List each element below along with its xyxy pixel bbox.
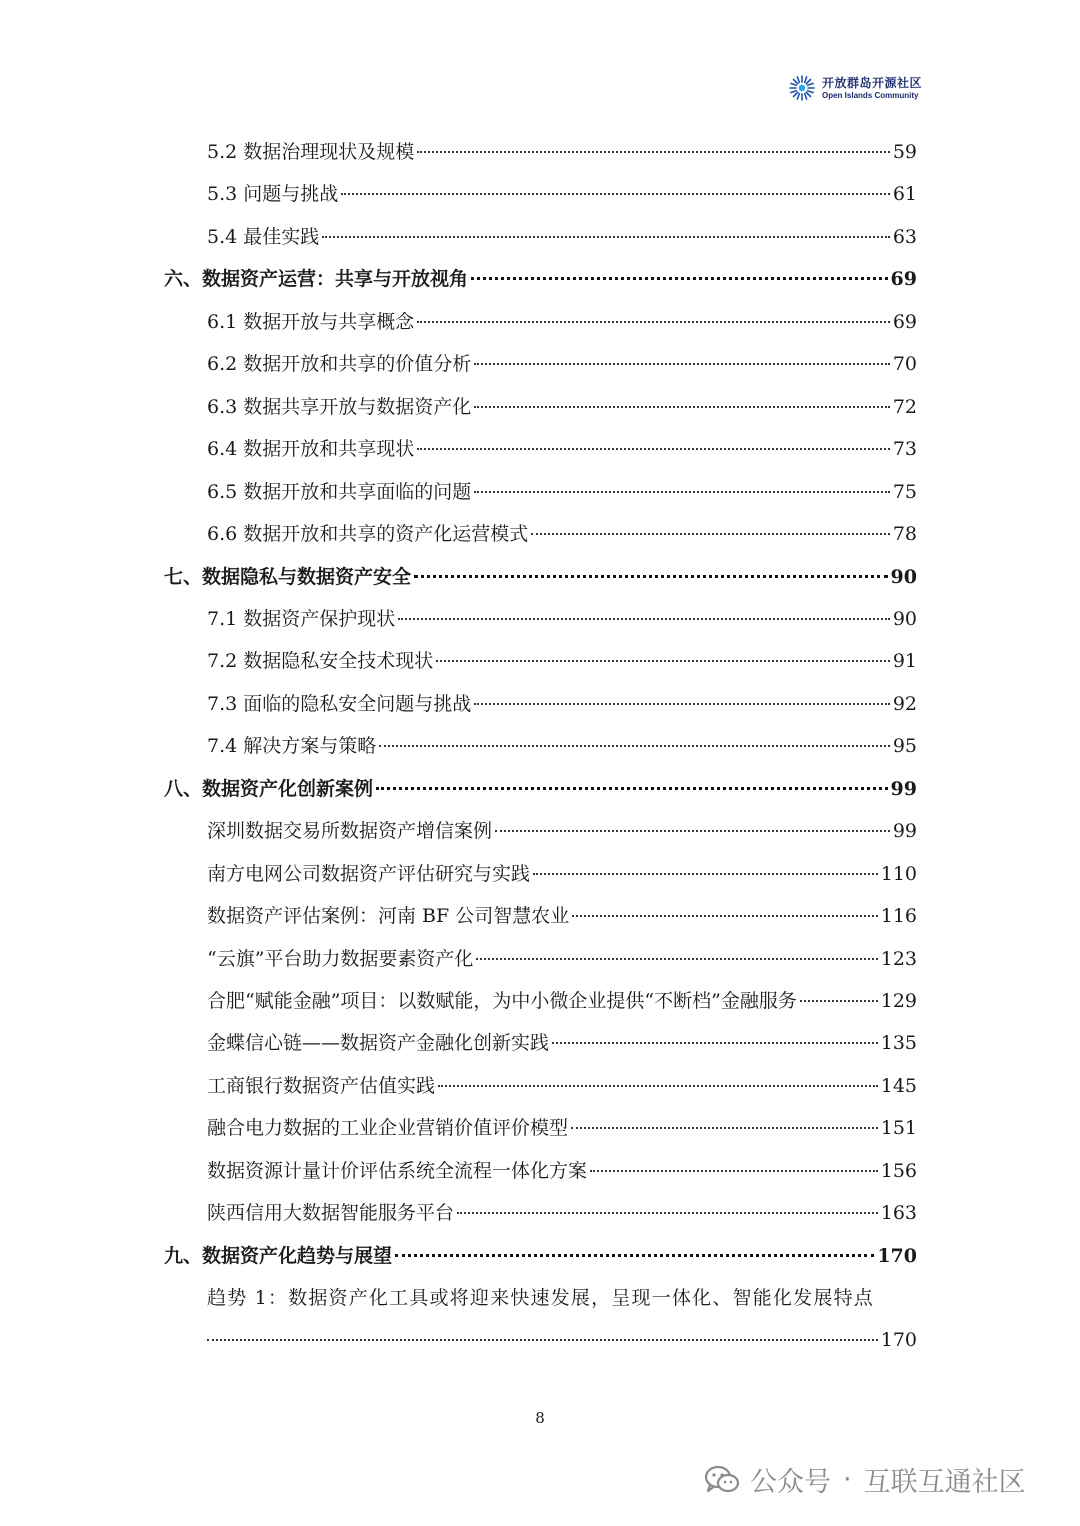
toc-section-entry[interactable]: [207, 513, 917, 555]
toc-entry-page: 70: [892, 353, 917, 376]
toc-section-entry[interactable]: [207, 980, 917, 1022]
toc-entry-page: 59: [892, 141, 917, 163]
toc-leader-dots: [395, 1254, 874, 1257]
toc-entry-wrapped[interactable]: [207, 1277, 917, 1319]
sunburst-logo-icon: [788, 74, 816, 102]
toc-chapter-entry[interactable]: [164, 556, 917, 598]
toc-entry-page: 78: [892, 523, 917, 546]
toc-leader-dots: [438, 1085, 878, 1087]
toc-entry-page: 90: [890, 565, 917, 588]
logo-chinese-text: 开放群岛开源社区: [822, 75, 923, 90]
toc-section-entry[interactable]: [207, 386, 917, 428]
toc-entry-page: 75: [892, 480, 917, 503]
toc-leader-dots: [572, 915, 878, 917]
toc-entry-title: 金蝶信心链——数据资产金融化创新实践: [207, 1032, 550, 1055]
toc-entry-title: 南方电网公司数据资产评估研究与实践: [207, 862, 531, 885]
toc-entry-title: 6.4 数据开放和共享现状: [207, 438, 415, 461]
toc-leader-dots: [207, 1339, 878, 1341]
watermark-account-name: 互联互通社区: [863, 1467, 1026, 1498]
toc-entry-title: 数据资源计量计价评估系统全流程一体化方案: [207, 1159, 588, 1182]
toc-leader-dots: [398, 618, 890, 620]
toc-section-entry[interactable]: [207, 810, 917, 852]
toc-entry-title: 工商银行数据资产估值实践: [207, 1074, 436, 1097]
toc-section-entry[interactable]: [207, 1065, 917, 1107]
toc-entry-page: 151: [880, 1117, 917, 1140]
toc-section-entry[interactable]: [207, 640, 917, 682]
toc-leader-dots: [471, 277, 888, 280]
watermark-separator: ·: [843, 1464, 852, 1495]
toc-section-entry[interactable]: [207, 216, 917, 258]
header-logo: [788, 74, 922, 102]
toc-section-entry[interactable]: [207, 1192, 917, 1234]
toc-entry-title: 八、数据资产化创新案例: [164, 777, 374, 800]
toc-leader-dots: [474, 491, 890, 493]
toc-leader-dots: [552, 1042, 878, 1044]
toc-leader-dots: [474, 406, 890, 408]
watermark-label: 公众号: [750, 1467, 831, 1498]
toc-entry-title: 合肥“赋能金融”项目：以数赋能，为中小微企业提供“不断档”金融服务: [207, 990, 797, 1012]
toc-leader-dots: [436, 660, 890, 662]
toc-entry-title: 6.1 数据开放与共享概念: [207, 310, 415, 333]
toc-entry-title: 趋势 1：数据资产化工具或将迎来快速发展，呈现一体化、智能化发展特点: [207, 1287, 874, 1309]
toc-entry-page: 170: [877, 1244, 917, 1267]
toc-section-entry[interactable]: [207, 1022, 917, 1064]
toc-entry-page: 99: [892, 820, 917, 843]
toc-entry-title: 6.5 数据开放和共享面临的问题: [207, 480, 472, 503]
toc-entry-title: 6.6 数据开放和共享的资产化运营模式: [207, 523, 529, 546]
toc-entry-page: 92: [892, 692, 917, 715]
toc-entry-page: 145: [880, 1074, 917, 1097]
toc-chapter-entry[interactable]: [164, 768, 917, 810]
toc-leader-dots: [379, 745, 890, 747]
toc-leader-dots: [417, 321, 890, 323]
toc-leader-dots: [474, 363, 890, 365]
toc-entry-title: 陕西信用大数据智能服务平台: [207, 1202, 455, 1225]
toc-leader-dots: [495, 830, 890, 832]
toc-entry-title: 5.3 问题与挑战: [207, 183, 339, 206]
toc-section-entry[interactable]: [207, 853, 917, 895]
toc-leader-dots: [414, 575, 888, 578]
toc-entry-page: 129: [880, 990, 917, 1012]
page-number: 8: [535, 1409, 545, 1427]
toc-section-entry[interactable]: [207, 1150, 917, 1192]
toc-entry-page: 69: [892, 310, 917, 333]
toc-entry-page: 90: [892, 607, 917, 630]
toc-entry-title: 7.4 解决方案与策略: [207, 735, 377, 758]
toc-leader-dots: [533, 873, 878, 875]
toc-section-entry[interactable]: [207, 343, 917, 385]
toc-leader-dots: [322, 236, 890, 238]
toc-entry-title: “云旗”平台助力数据要素资产化: [207, 947, 474, 970]
toc-entry-title: 5.4 最佳实践: [207, 225, 320, 248]
toc-leader-dots: [571, 1127, 878, 1129]
toc-entry-title: 5.2 数据治理现状及规模: [207, 141, 415, 163]
logo-english-text: Open Islands Community: [822, 90, 919, 100]
toc-entry-wrapped-continuation[interactable]: [207, 1319, 917, 1361]
toc-entry-page: 156: [880, 1159, 917, 1182]
toc-entry-title: 6.3 数据共享开放与数据资产化: [207, 395, 472, 418]
toc-entry-page: 73: [892, 438, 917, 461]
toc-leader-dots: [476, 958, 877, 960]
toc-entry-title: 6.2 数据开放和共享的价值分析: [207, 353, 472, 376]
toc-entry-title: 7.3 面临的隐私安全问题与挑战: [207, 692, 472, 715]
toc-section-entry[interactable]: [207, 1107, 917, 1149]
toc-entry-title: 7.2 数据隐私安全技术现状: [207, 650, 434, 673]
toc-section-entry[interactable]: [207, 598, 917, 640]
toc-entry-page: 63: [892, 225, 917, 248]
toc-entry-title: 七、数据隐私与数据资产安全: [164, 565, 412, 588]
toc-entry-page: 95: [892, 735, 917, 758]
toc-entry-page: 61: [892, 183, 917, 206]
toc-leader-dots: [341, 193, 890, 195]
toc-entry-page: 110: [880, 862, 917, 885]
toc-chapter-entry[interactable]: [164, 1235, 917, 1277]
toc-entry-title: 九、数据资产化趋势与展望: [164, 1244, 393, 1267]
toc-leader-dots: [531, 533, 890, 535]
toc-section-entry[interactable]: [207, 471, 917, 513]
toc-entry-title: 7.1 数据资产保护现状: [207, 607, 396, 630]
toc-section-entry[interactable]: [207, 683, 917, 725]
toc-leader-dots: [590, 1170, 878, 1172]
toc-leader-dots: [457, 1212, 878, 1214]
toc-entry-title: 深圳数据交易所数据资产增信案例: [207, 820, 493, 843]
toc-leader-dots: [474, 703, 890, 705]
toc-entry-page: 170: [880, 1329, 917, 1351]
toc-entry-page: 91: [892, 650, 917, 673]
toc-leader-dots: [376, 787, 888, 790]
toc-entry-page: 99: [890, 777, 917, 800]
toc-entry-page: 135: [880, 1032, 917, 1055]
toc-section-entry[interactable]: [207, 938, 917, 980]
toc-section-entry[interactable]: [207, 301, 917, 343]
toc-entry-page: 116: [880, 905, 917, 928]
wechat-icon: [704, 1465, 740, 1495]
toc-entry-title: 融合电力数据的工业企业营销价值评价模型: [207, 1117, 569, 1140]
toc-section-entry[interactable]: [207, 173, 917, 215]
toc-section-entry[interactable]: [207, 895, 917, 937]
toc-section-entry[interactable]: [207, 131, 917, 173]
toc-chapter-entry[interactable]: [164, 258, 917, 300]
toc-entry-page: 69: [890, 268, 917, 291]
toc-entry-page: 163: [880, 1202, 917, 1225]
toc-leader-dots: [417, 448, 890, 450]
toc-section-entry[interactable]: [207, 428, 917, 470]
wechat-watermark: [704, 1460, 1026, 1499]
toc-section-entry[interactable]: [207, 725, 917, 767]
toc-leader-dots: [800, 1000, 878, 1002]
toc-entry-title: 六、数据资产运营：共享与开放视角: [164, 268, 469, 291]
toc-leader-dots: [417, 151, 890, 153]
toc-entry-title: 数据资产评估案例：河南 BF 公司智慧农业: [207, 905, 570, 928]
toc-entry-page: 123: [880, 947, 917, 970]
toc-entry-page: 72: [892, 395, 917, 418]
